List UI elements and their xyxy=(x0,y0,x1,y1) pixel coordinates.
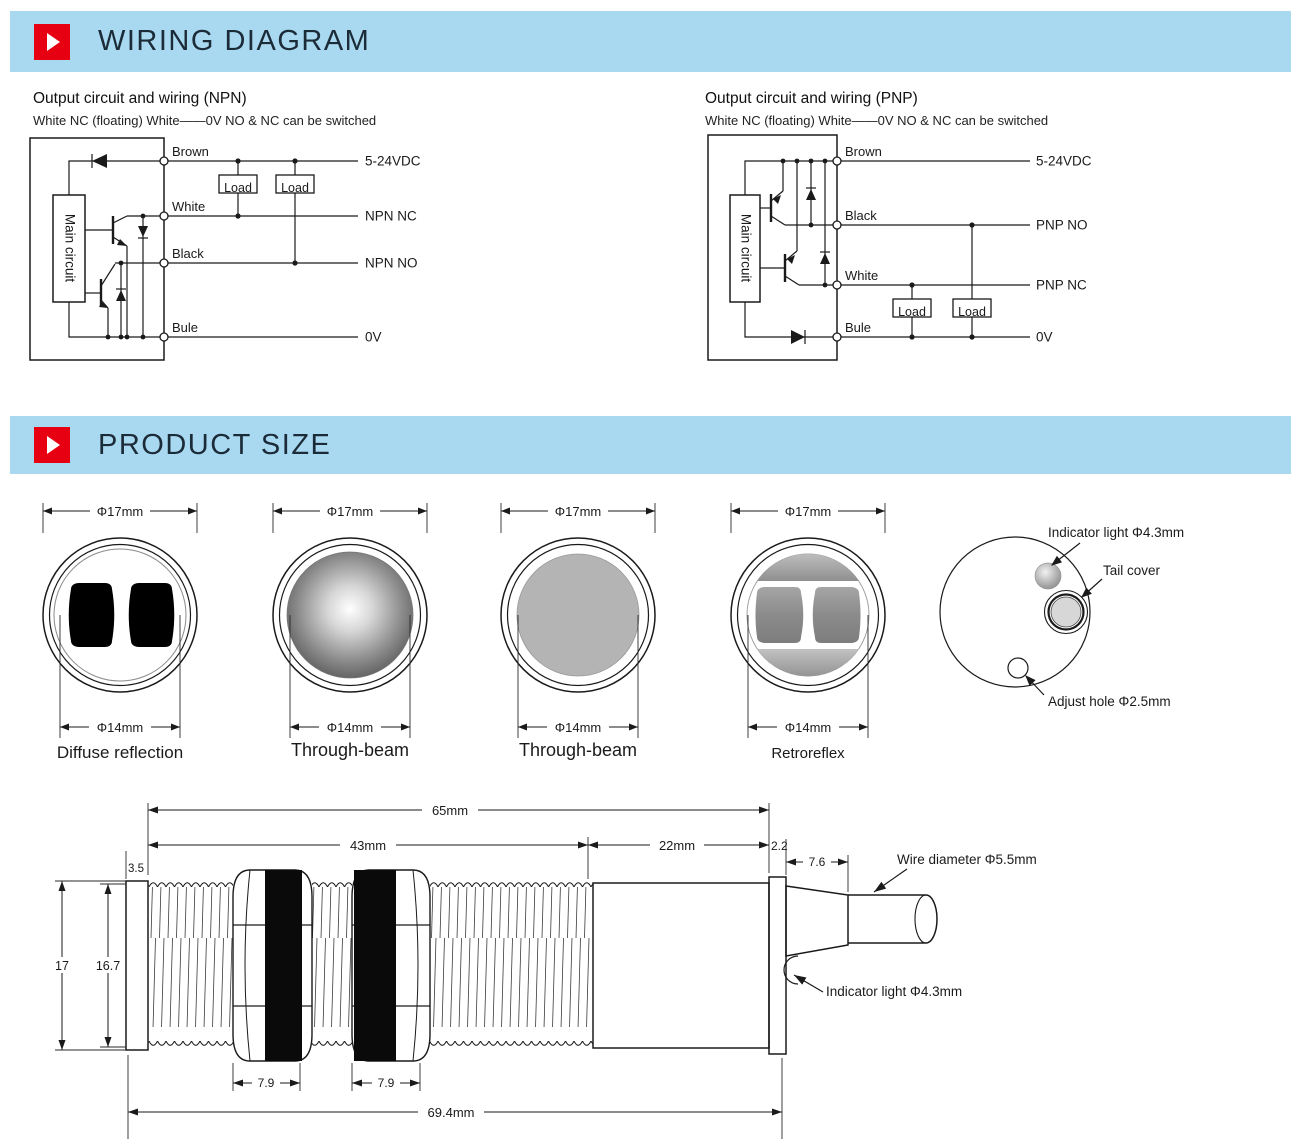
npn-load-branch-1 xyxy=(219,158,257,218)
wire-diameter-annotation xyxy=(874,852,1037,892)
dim-outer-label: Φ17mm xyxy=(554,504,602,519)
pnp-term2-label: PNP NO xyxy=(1036,217,1088,233)
svg-text:69.4mm: 69.4mm xyxy=(427,1105,475,1120)
rear-view xyxy=(930,505,1308,740)
npn-outer-box xyxy=(30,138,164,360)
npn-main-circuit-label: Main circuit xyxy=(62,213,78,283)
svg-text:17: 17 xyxy=(55,959,69,973)
nut1-black-band xyxy=(265,870,302,1061)
svg-text:Indicator light Φ4.3mm: Indicator light Φ4.3mm xyxy=(826,984,963,999)
pnp-term3-label: PNP NC xyxy=(1036,277,1087,293)
pnp-terminal-white xyxy=(833,281,841,289)
front-flange xyxy=(126,881,148,1050)
side-view-drawing xyxy=(30,775,1110,1139)
npn-blue-wire xyxy=(69,302,358,337)
npn-diode-2 xyxy=(116,263,126,337)
view-caption: Diffuse reflection xyxy=(56,743,184,762)
npn-terminal-white xyxy=(160,212,168,220)
lens-right xyxy=(129,583,175,647)
npn-title: Output circuit and wiring (NPN) xyxy=(33,90,247,107)
pnp-main-circuit-label: Main circuit xyxy=(738,213,754,283)
lens-disc xyxy=(517,554,639,676)
thread-section-2 xyxy=(312,880,352,1047)
pnp-diode-2 xyxy=(820,161,830,285)
lens-left xyxy=(69,583,115,647)
tail-cover-leader-line xyxy=(1082,579,1102,597)
pnp-terminal-black xyxy=(833,221,841,229)
pnp-outer-box xyxy=(708,135,837,360)
pnp-circuit-diagram xyxy=(703,133,1308,373)
pnp-load-label-2: Load xyxy=(958,304,986,319)
pnp-subtitle: White NC (floating) White——0V NO & NC can be switched xyxy=(705,113,1049,128)
pnp-transistor-lower xyxy=(760,161,799,285)
pnp-transistor-upper xyxy=(760,161,785,225)
dim-inner-label: Φ14mm xyxy=(326,720,374,735)
npn-term4-label: 0V xyxy=(365,329,382,345)
pnp-wire4-label: Bule xyxy=(845,320,872,335)
dim-69-4mm xyxy=(128,1055,782,1139)
npn-subtitle: White NC (floating) White——0V NO & NC can be switched xyxy=(33,113,377,128)
pnp-diode-1 xyxy=(806,161,816,225)
indicator-leader-line xyxy=(1052,543,1080,565)
npn-diode-1 xyxy=(138,216,148,337)
npn-wire3-label: Black xyxy=(172,246,204,261)
pnp-term4-label: 0V xyxy=(1036,329,1053,345)
npn-load-branch-2 xyxy=(276,158,314,265)
front-view-diffuse xyxy=(5,495,235,763)
view-caption: Through-beam xyxy=(518,740,638,760)
view-caption: Retroreflex xyxy=(771,745,845,762)
wiring-header-bar xyxy=(10,11,1291,72)
dim-outer-label: Φ17mm xyxy=(96,504,144,519)
play-triangle-icon-2 xyxy=(47,436,60,454)
svg-text:Wire diameter Φ5.5mm: Wire diameter Φ5.5mm xyxy=(897,852,1037,867)
indicator-annotation: Indicator light Φ4.3mm xyxy=(1048,525,1185,540)
dim-7-9-a xyxy=(233,1063,300,1091)
dim-3-5 xyxy=(126,851,144,879)
npn-term2-label: NPN NC xyxy=(365,208,417,224)
pnp-terminal-brown xyxy=(833,157,841,165)
play-icon-2 xyxy=(34,427,70,463)
svg-text:7.6: 7.6 xyxy=(808,855,826,869)
hex-nut-2 xyxy=(352,870,430,1061)
thread-section-3 xyxy=(430,880,593,1047)
pnp-term1-label: 5-24VDC xyxy=(1036,153,1092,169)
pnp-load-branch-1 xyxy=(893,282,931,339)
dim-inner-label: Φ14mm xyxy=(96,720,144,735)
pnp-terminal-blue xyxy=(833,333,841,341)
pnp-diode-blue xyxy=(791,330,805,344)
adjust-hole xyxy=(1008,658,1028,678)
indicator-light xyxy=(1035,563,1061,589)
npn-diode-top xyxy=(92,154,107,168)
lens-sphere xyxy=(287,552,413,678)
svg-text:3.5: 3.5 xyxy=(128,863,144,875)
dim-2-2 xyxy=(771,839,788,875)
pnp-wire1-label: Brown xyxy=(845,144,882,159)
svg-text:7.9: 7.9 xyxy=(377,1076,395,1090)
dim-outer-label: Φ17mm xyxy=(784,504,832,519)
dim-22mm xyxy=(588,837,769,853)
dim-16-7 xyxy=(92,884,126,1047)
cable xyxy=(848,895,937,943)
thread-section-1 xyxy=(148,880,233,1047)
wiring-header-title: WIRING DIAGRAM xyxy=(98,25,371,57)
dim-7-9-b xyxy=(352,1063,420,1091)
npn-wire1-label: Brown xyxy=(172,144,209,159)
pnp-title: Output circuit and wiring (PNP) xyxy=(705,90,918,107)
front-view-through-beam-2 xyxy=(463,495,693,763)
end-cap xyxy=(769,877,786,1054)
svg-text:65mm: 65mm xyxy=(431,803,469,818)
tail-cover-annotation: Tail cover xyxy=(1103,563,1161,578)
play-triangle-icon xyxy=(47,33,60,51)
npn-transistor-lower xyxy=(85,264,115,337)
dim-7-6 xyxy=(786,854,848,892)
dim-outer-label: Φ17mm xyxy=(326,504,374,519)
hex-nut-1 xyxy=(233,870,312,1061)
product-header-title: PRODUCT SIZE xyxy=(98,428,332,461)
product-header-bar xyxy=(10,416,1291,474)
pnp-wire2-label: Black xyxy=(845,208,877,223)
npn-load-label-1: Load xyxy=(224,180,252,195)
rear-cylinder xyxy=(593,883,769,1048)
svg-text:2.2: 2.2 xyxy=(771,839,788,853)
svg-text:22mm: 22mm xyxy=(658,838,696,853)
npn-wire4-label: Bule xyxy=(172,320,199,335)
nut2-black-band xyxy=(354,870,396,1061)
npn-terminal-brown xyxy=(160,157,168,165)
pnp-wire3-label: White xyxy=(845,268,879,283)
pnp-load-branch-2 xyxy=(953,222,991,339)
npn-term1-label: 5-24VDC xyxy=(365,153,421,169)
tail-cover-side xyxy=(786,886,848,956)
adjust-hole-annotation: Adjust hole Φ2.5mm xyxy=(1048,694,1171,709)
dim-inner-label: Φ14mm xyxy=(784,720,832,735)
npn-load-label-2: Load xyxy=(281,180,309,195)
tail-cover xyxy=(1045,591,1088,634)
pnp-load-label-1: Load xyxy=(898,304,926,319)
indicator-annotation-side xyxy=(794,975,962,999)
front-view-through-beam-1 xyxy=(235,495,465,763)
npn-term3-label: NPN NO xyxy=(365,255,418,271)
front-view-retroreflex xyxy=(693,495,923,763)
svg-text:43mm: 43mm xyxy=(349,838,387,853)
pnp-brown-wire xyxy=(745,161,1030,195)
npn-terminal-black xyxy=(160,259,168,267)
view-caption: Through-beam xyxy=(290,740,410,760)
play-icon xyxy=(34,24,70,60)
npn-terminal-blue xyxy=(160,333,168,341)
npn-circuit-diagram xyxy=(28,133,688,373)
dim-inner-label: Φ14mm xyxy=(554,720,602,735)
svg-text:16.7: 16.7 xyxy=(95,959,121,973)
svg-text:7.9: 7.9 xyxy=(257,1076,275,1090)
npn-wire2-label: White xyxy=(172,199,206,214)
